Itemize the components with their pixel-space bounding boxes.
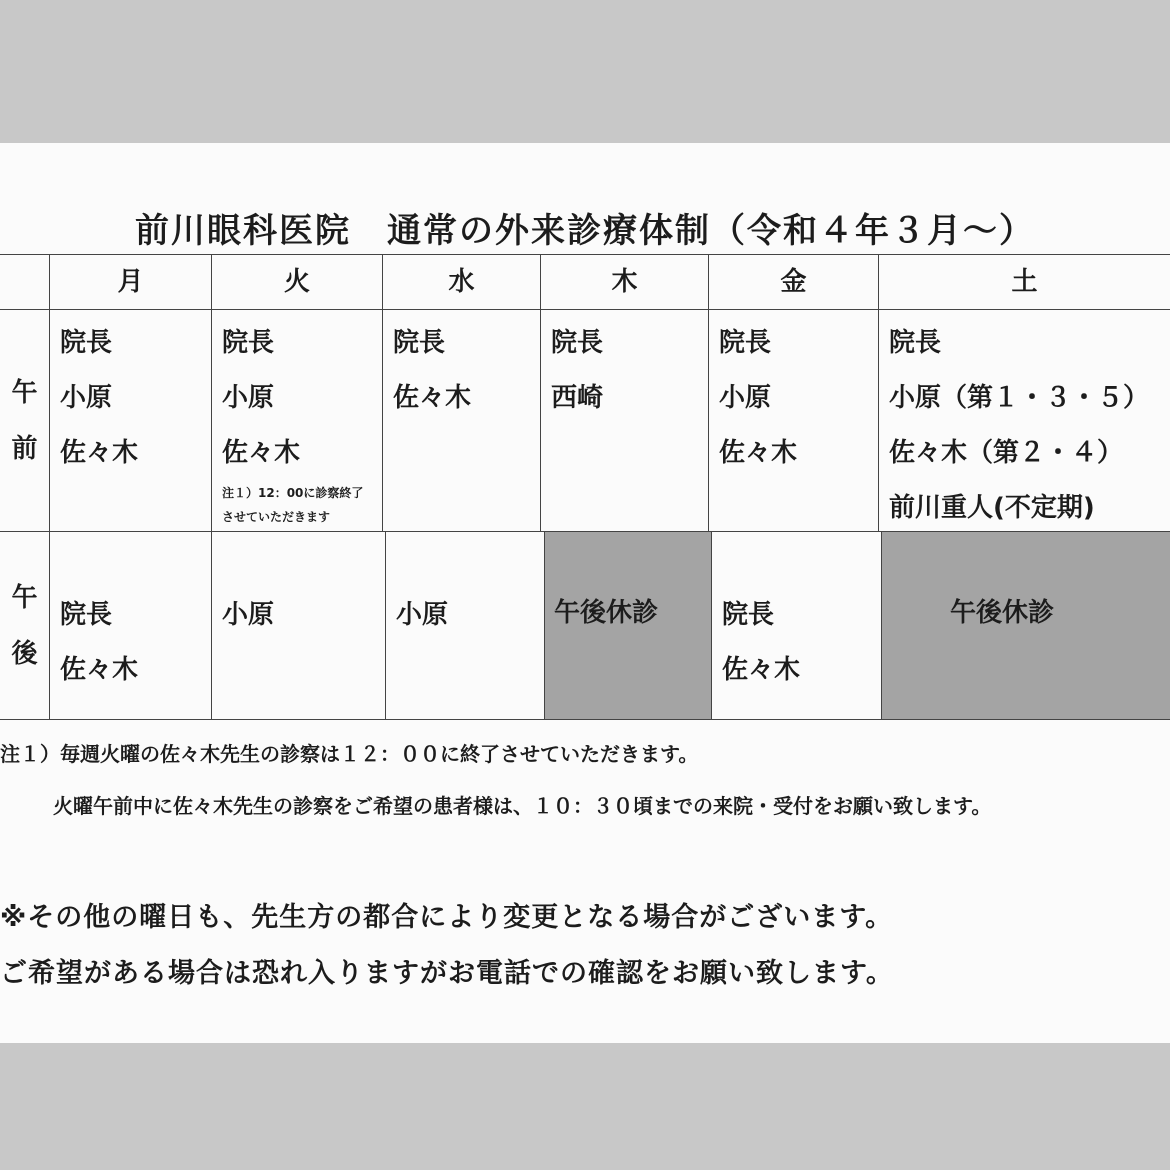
staff-name: 院長 [722,600,775,630]
period-pm-char-2: 後 [11,639,38,669]
footer-line-1: ※その他の曜日も、先生方の都合により変更となる場合がございます。 [0,902,894,933]
staff-name: 院長 [719,328,772,358]
day-header-tue: 火 [212,254,383,310]
staff-name: 佐々木 [60,438,139,468]
note-line-1: 注１）毎週火曜の佐々木先生の診察は１２：００に終了させていただきます。 [0,742,699,766]
schedule-table [0,254,1170,720]
pm-mon-cell [50,532,212,720]
staff-name: 院長 [222,328,275,358]
period-am-char-1: 午 [11,377,38,408]
pm-thu-closed-cell [545,532,712,720]
day-header-fri: 金 [709,254,879,310]
am-tue-cell [212,310,383,532]
period-pm-char-1: 午 [11,583,38,613]
staff-name: 院長 [551,328,604,358]
staff-name: 院長 [393,328,446,358]
staff-name: 院長 [60,600,113,630]
pm-sat-closed-cell [882,532,1170,720]
closed-label: 午後休診 [950,598,1055,628]
day-header-sat: 土 [879,254,1170,310]
staff-name: 佐々木 [722,655,801,685]
day-header-mon: 月 [50,254,212,310]
tuesday-note: 注１）12：00に診察終了させていただきます [222,486,364,524]
staff-name: 佐々木 [60,655,139,685]
staff-name: 佐々木 [222,438,301,468]
page-title: 前川眼科医院 通常の外来診療体制（令和４年３月～） [135,211,1035,251]
am-fri-cell [709,310,879,532]
period-am-char-2: 前 [11,433,38,464]
day-header-thu: 木 [541,254,709,310]
staff-name: 西崎 [551,383,604,413]
pm-tue-cell [212,532,386,720]
pm-fri-cell [712,532,882,720]
staff-name: 小原（第１・３・５） [889,383,1150,413]
period-label-pm [0,532,50,720]
note-line-2: 火曜午前中に佐々木先生の診察をご希望の患者様は、１０：３０頃までの来院・受付をお願い致します。 [53,794,992,818]
schedule-sheet [0,143,1170,1043]
staff-name: 小原 [222,600,275,630]
staff-name: 小原 [719,383,772,413]
staff-name: 佐々木 [393,383,472,413]
closed-label: 午後休診 [554,598,659,628]
staff-name: 小原 [396,600,449,630]
day-header-wed: 水 [383,254,541,310]
staff-name: 前川重人(不定期) [889,493,1095,523]
am-wed-cell [383,310,541,532]
footer-line-2: ご希望がある場合は恐れ入りますがお電話での確認をお願い致します。 [0,958,894,989]
pm-wed-cell [386,532,545,720]
header-corner [0,254,50,310]
am-mon-cell [50,310,212,532]
am-thu-cell [541,310,709,532]
staff-name: 院長 [60,328,113,358]
am-sat-cell [879,310,1170,532]
staff-name: 佐々木（第２・４） [889,438,1124,468]
staff-name: 佐々木 [719,438,798,468]
period-label-am [0,310,50,532]
staff-name: 院長 [889,328,942,358]
table-bottom-border [0,719,1170,720]
staff-name: 小原 [60,383,113,413]
staff-name: 小原 [222,383,275,413]
